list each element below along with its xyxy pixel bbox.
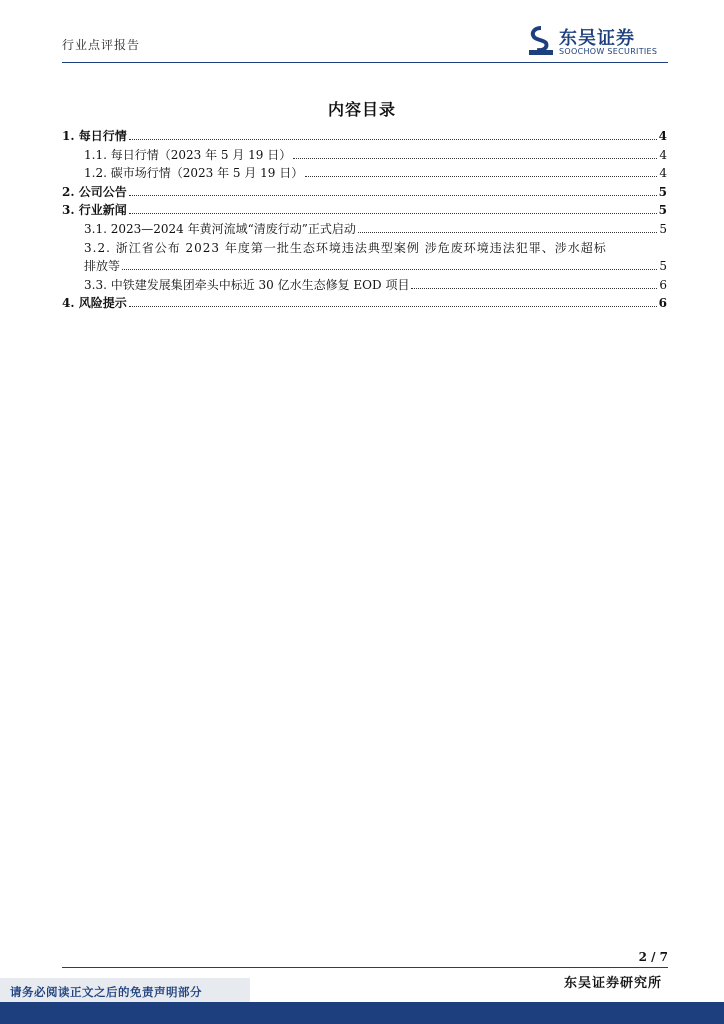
toc-leader-dots [129,305,657,307]
toc-entry[interactable] [62,201,667,220]
logo-english-name: SOOCHOW SECURITIES [559,47,658,56]
toc-entry-page: 5 [659,221,667,236]
toc-entry-label: 3. 行业新闻 [62,203,127,218]
company-logo [528,24,673,60]
toc-entry-page: 4 [658,129,667,143]
toc-leader-dots [122,268,657,270]
toc-entry-label: 3.1. 2023—2024 年黄河流域“清废行动”正式启动 [84,221,356,236]
toc-entry-page: 4 [659,166,667,181]
page-number: 2 / 7 [638,950,668,964]
table-of-contents [62,127,667,313]
toc-leader-dots [129,138,657,140]
footer-organization: 东吴证券研究所 [563,976,662,991]
toc-entry[interactable] [62,183,667,202]
toc-entry-page: 4 [659,147,667,162]
header-divider [62,62,668,63]
toc-entry-label: 3.3. 中铁建发展集团牵头中标近 30 亿水生态修复 EOD 项目 [84,277,410,292]
toc-leader-dots [129,194,657,196]
toc-entry-page: 6 [659,277,667,292]
footer-divider [62,967,668,968]
toc-entry-label: 1.2. 碳市场行情（2023 年 5 月 19 日） [84,166,304,181]
bottom-brand-band [0,1002,724,1024]
toc-entry-label: 4. 风险提示 [62,296,127,311]
report-type-label: 行业点评报告 [62,38,141,52]
toc-leader-dots [411,287,657,289]
toc-entry-continuation[interactable] [62,257,667,276]
toc-entry-label: 3.2. 浙江省公布 2023 年度第一批生态环境违法典型案例 涉危废环境违法犯罪、涉水超标 [84,240,607,255]
toc-entry[interactable] [62,294,667,313]
toc-entry[interactable] [62,220,667,239]
toc-entry-page: 5 [658,184,667,199]
toc-entry[interactable] [62,276,667,295]
toc-entry-page: 6 [658,296,667,311]
disclaimer-text: 请务必阅读正文之后的免责声明部分 [10,985,202,999]
toc-entry[interactable] [62,146,667,165]
toc-leader-dots [129,212,657,214]
toc-leader-dots [293,157,657,159]
toc-entry-label: 1.1. 每日行情（2023 年 5 月 19 日） [84,147,292,162]
toc-entry[interactable] [62,127,667,146]
toc-entry-page: 5 [658,203,667,218]
logo-chinese-name: 东吴证券 [559,28,635,49]
toc-title: 内容目录 [327,100,396,119]
toc-entry[interactable] [62,164,667,183]
toc-entry[interactable] [62,239,667,258]
toc-leader-dots [305,175,657,177]
toc-entry-label: 排放等 [84,259,121,274]
scs-logo-icon [528,26,554,56]
toc-entry-page: 5 [659,259,667,274]
toc-entry-label: 1. 每日行情 [62,129,127,143]
toc-entry-label: 2. 公司公告 [62,184,127,199]
toc-leader-dots [358,231,657,233]
